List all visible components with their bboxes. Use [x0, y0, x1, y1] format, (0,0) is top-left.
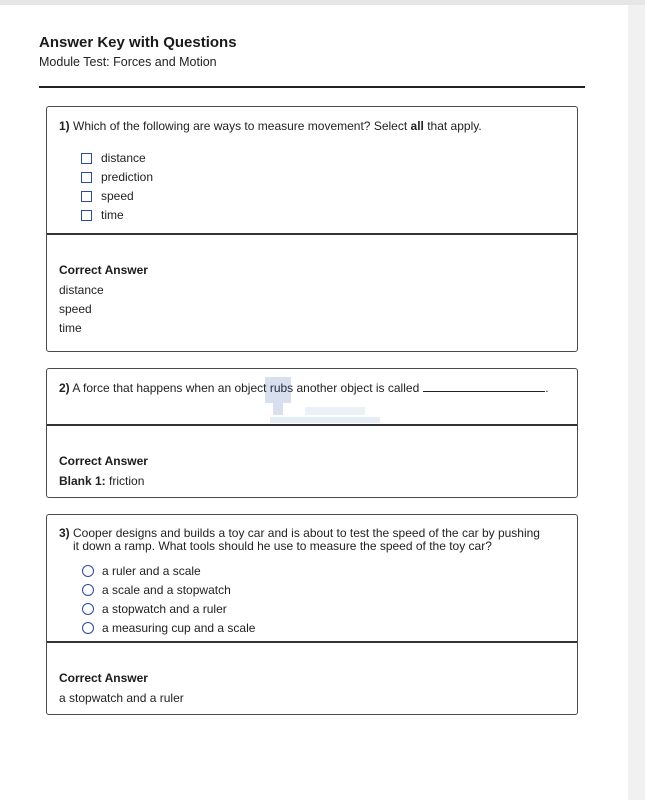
question-3-stem-1: Cooper designs and builds a toy car and is about to test the speed of the car by pushing	[73, 526, 540, 540]
question-1-option-speed[interactable]	[81, 189, 134, 203]
header-rule	[39, 86, 585, 88]
question-1-text	[59, 120, 569, 133]
question-2-prompt-section	[47, 369, 577, 424]
correct-answer-heading: Correct Answer	[59, 262, 148, 277]
question-3-option-3[interactable]	[82, 602, 227, 616]
option-label: a scale and a stopwatch	[102, 583, 231, 597]
question-1-number: 1)	[59, 119, 70, 133]
option-label: prediction	[101, 170, 154, 184]
option-label: a measuring cup and a scale	[102, 621, 256, 635]
checkbox-icon[interactable]	[81, 191, 92, 202]
answer-line: speed	[59, 301, 92, 316]
checkbox-icon[interactable]	[81, 172, 92, 183]
question-1-emphasis: all	[410, 119, 424, 133]
radio-icon[interactable]	[82, 622, 94, 634]
question-1-stem: Which of the following are ways to measure movement? Select	[73, 119, 408, 133]
radio-icon[interactable]	[82, 584, 94, 596]
blank-answer: friction	[109, 473, 145, 488]
question-3-card	[46, 514, 578, 715]
option-label: time	[101, 208, 124, 222]
question-1-stem-end: that apply.	[427, 119, 482, 133]
question-1-option-distance[interactable]	[81, 151, 146, 165]
answer-blank[interactable]	[423, 382, 545, 392]
page-subtitle: Module Test: Forces and Motion	[39, 55, 217, 69]
question-3-answer-section	[47, 643, 577, 715]
question-1-option-time[interactable]	[81, 208, 124, 222]
answer-line: time	[59, 320, 82, 335]
checkbox-icon[interactable]	[81, 153, 92, 164]
answer-line: distance	[59, 282, 104, 297]
correct-answer-heading: Correct Answer	[59, 453, 148, 468]
question-1-card	[46, 106, 578, 352]
answer-line: a stopwatch and a ruler	[59, 690, 184, 705]
radio-icon[interactable]	[82, 603, 94, 615]
question-1-option-prediction[interactable]	[81, 170, 153, 184]
option-label: a stopwatch and a ruler	[102, 602, 227, 616]
option-label: speed	[101, 189, 134, 203]
page-title: Answer Key with Questions	[39, 34, 237, 51]
question-3-prompt-section	[47, 515, 577, 641]
question-2-stem-end: .	[545, 381, 549, 395]
question-3-text	[59, 527, 574, 553]
question-2-text	[59, 382, 574, 395]
checkbox-icon[interactable]	[81, 210, 92, 221]
question-1-prompt-section	[47, 107, 577, 233]
question-2-number: 2)	[59, 381, 70, 395]
blank-answer-line	[59, 474, 144, 488]
question-2-answer-section	[47, 426, 577, 498]
blank-label: Blank 1:	[59, 473, 106, 488]
question-3-option-2[interactable]	[82, 583, 231, 597]
radio-icon[interactable]	[82, 565, 94, 577]
question-3-option-4[interactable]	[82, 621, 255, 635]
question-1-answer-section	[47, 235, 577, 353]
question-2-card	[46, 368, 578, 498]
question-3-number: 3)	[59, 526, 70, 540]
question-2-stem: A force that happens when an object rubs another object is called	[72, 381, 420, 395]
correct-answer-heading: Correct Answer	[59, 670, 148, 685]
document-page	[0, 5, 628, 800]
question-3-stem-2: it down a ramp. What tools should he use to measure the speed of the toy car?	[73, 539, 492, 553]
option-label: a ruler and a scale	[102, 564, 201, 578]
question-3-option-1[interactable]	[82, 564, 201, 578]
option-label: distance	[101, 151, 146, 165]
